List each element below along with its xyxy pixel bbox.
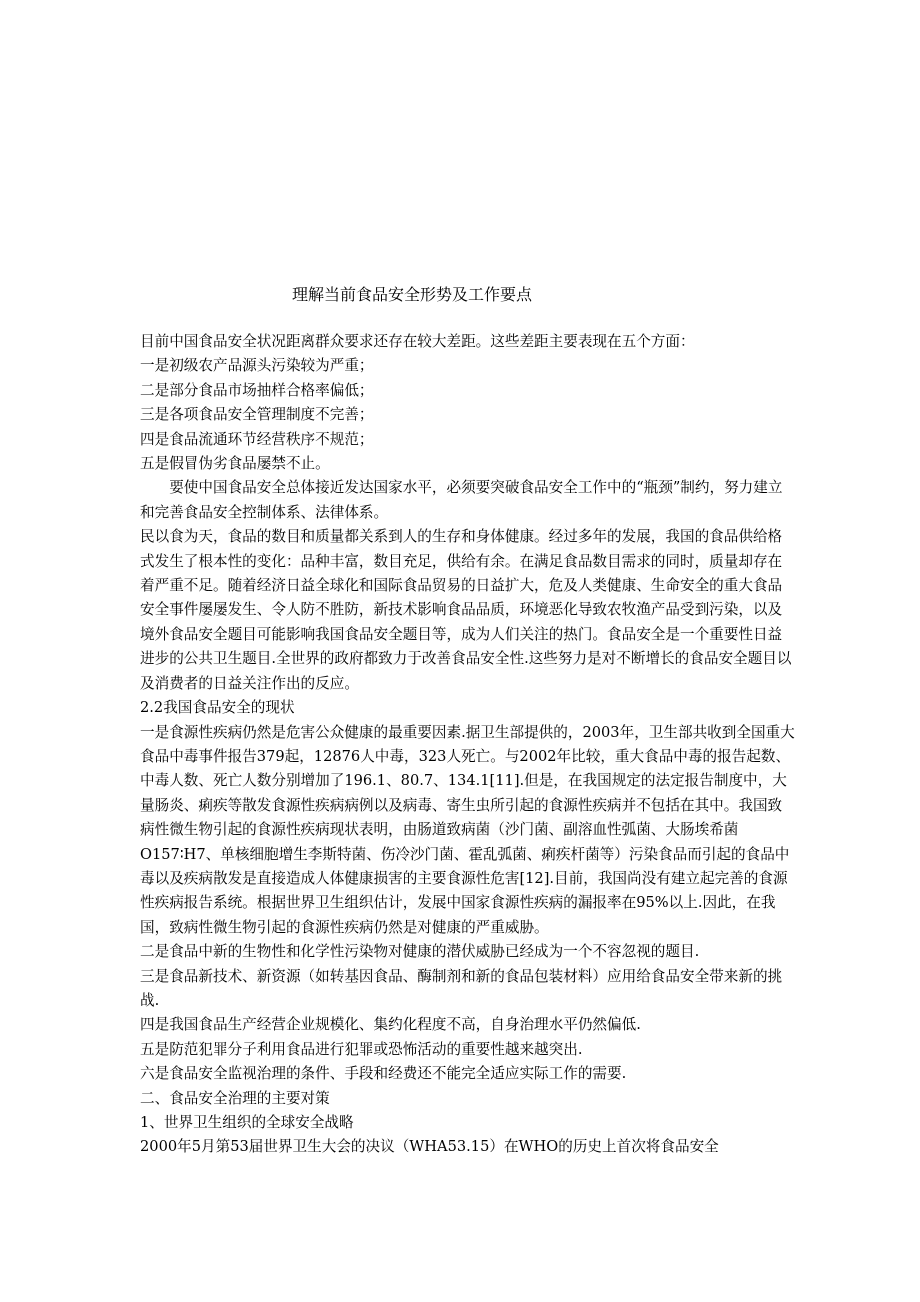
- page-title: 理解当前食品安全形势及工作要点: [292, 285, 533, 304]
- paragraph-status-6: 六是食品安全监视治理的条件、手段和经费还不能完全适应实际工作的需要.: [140, 1065, 627, 1083]
- paragraph-status-4: 四是我国食品生产经营企业规模化、集约化程度不高，自身治理水平仍然偏低.: [140, 1016, 641, 1034]
- paragraph-intro: 目前中国食品安全状况距离群众要求还存在较大差距。这些差距主要表现在五个方面：: [140, 333, 695, 350]
- paragraph-status-2: 二是食品中新的生物性和化学性污染物对健康的潜伏威胁已经成为一个不容忽视的题目.: [140, 943, 700, 961]
- paragraph-point-3: 三是各项食品安全管理制度不完善；: [140, 406, 374, 424]
- subsection-heading-who: 1、世界卫生组织的全球安全战略: [140, 1114, 354, 1131]
- paragraph-status-1: 一是食源性疾病仍然是危害公众健康的最重要因素.据卫生部提供的，2003年，卫生部共收到全国重大食品中毒事件报告379起，12876人中毒，323人死亡。与2002年比较，重大食品中毒的报告起数、中毒人数、死亡人数分别增加了196.1、80.7、134.1[11].但是，在我国规定的法定报告制度中，大量肠炎、痢疾等散发食源性疾病病例以及病毒、寄生虫所引起的食源性疾病并不包括在其中。我国致病性微生物引起的食源性疾病现状表明，由肠道致病菌（沙门菌、副溶血性弧菌、大肠埃希菌O157∶H7、单核细胞增生李斯特菌、伤冷沙门菌、霍乱弧菌、痢疾杆菌等）污染食品而引起的食品中毒以及疾病散发是直接造成人体健康损害的主要食源性危害[12].目前，我国尚没有建立起完善的食源性疾病报告系统。根据世界卫生组织估计，发展中国家食源性疾病的漏报率在95%以上.因此，在我国，致病性微生物引起的食源性疾病仍然是对健康的严重威胁。: [140, 723, 795, 936]
- paragraph-point-4: 四是食品流通环节经营秩序不规范；: [140, 430, 374, 448]
- paragraph-status-5: 五是防范犯罪分子利用食品进行犯罪或恐怖活动的重要性越来越突出.: [140, 1040, 583, 1058]
- paragraph-point-2: 二是部分食品市场抽样合格率偏低；: [140, 381, 374, 399]
- document-body: [140, 330, 796, 1160]
- paragraph-who-resolution: 2000年5月第53届世界卫生大会的决议（WHA53.15）在WHO的历史上首次将食品安全: [140, 1138, 719, 1156]
- paragraph-goal: 要使中国食品安全总体接近发达国家水平，必须要突破食品安全工作中的“瓶颈”制约，努力建立和完善食品安全控制体系、法律体系。: [140, 479, 783, 521]
- paragraph-point-1: 一是初级农产品源头污染较为严重；: [140, 357, 374, 375]
- paragraph-point-5: 五是假冒伪劣食品屡禁不止。: [140, 455, 330, 473]
- paragraph-background: 民以食为天，食品的数目和质量都关系到人的生存和身体健康。经过多年的发展，我国的食品供给格式发生了根本性的变化：品种丰富，数目充足，供给有余。在满足食品数目需求的同时，质量却存在着严重不足。随着经济日益全球化和国际食品贸易的日益扩大，危及人类健康、生命安全的重大食品安全事件屡屡发生、令人防不胜防，新技术影响食品品质，环境恶化导致农牧渔产品受到污染，以及境外食品安全题目可能影响我国食品安全题目等，成为人们关注的热门。食品安全是一个重要性日益进步的公共卫生题目.全世界的政府都致力于改善食品安全性.这些努力是对不断增长的食品安全题目以及消费者的日益关注作出的反应。: [140, 528, 792, 692]
- paragraph-status-3: 三是食品新技术、新资源（如转基因食品、酶制剂和新的食品包装材料）应用给食品安全带来新的挑战.: [140, 967, 783, 1009]
- section-heading-2-2: 2.2我国食品安全的现状: [140, 699, 295, 717]
- section-heading-countermeasures: 二、食品安全治理的主要对策: [140, 1089, 330, 1107]
